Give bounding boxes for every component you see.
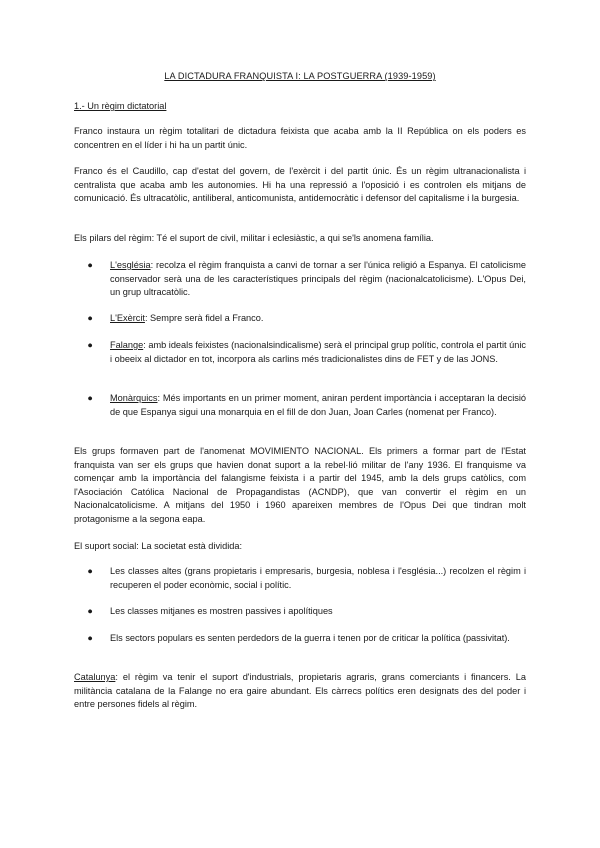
pillar-term: Monàrquics — [110, 393, 158, 403]
bullet-icon: ● — [87, 566, 93, 576]
intro-paragraph: Franco instaura un règim totalitari de dictadura feixista que acaba amb la II República on els poders es concentren en el líder i hi ha un partit únic. — [74, 126, 526, 150]
social-text: Les classes altes (grans propietaris i empresaris, burgesia, noblesa i l'església...) recolzen el règim i recuperen el poder econòmic, social i polític. — [110, 566, 526, 590]
pillar-term: Falange — [110, 340, 144, 350]
social-text: Les classes mitjanes es mostren passives i apolítiques — [110, 606, 333, 616]
pillar-term: L'Exèrcit — [110, 313, 145, 323]
pillar-item-falange — [87, 339, 526, 366]
pillar-item-army — [87, 312, 526, 326]
social-item-middle — [87, 605, 526, 619]
social-intro: El suport social: La societat està dividida: — [74, 541, 243, 551]
section-heading: 1.- Un règim dictatorial — [74, 101, 167, 111]
bullet-icon: ● — [87, 260, 93, 270]
pillar-text: : recolza el règim franquista a canvi de tornar a ser l'única religió a Espanya. El catolicisme conservador serà una de les característiques principals del règim (nacionalcatolicisme). L'Opus Dei, un grup ultracatòlic. — [110, 260, 526, 297]
social-text: Els sectors populars es senten perdedors de la guerra i tenen por de criticar la política (passivitat). — [110, 633, 510, 643]
social-item-popular — [87, 632, 526, 646]
franco-paragraph: Franco és el Caudillo, cap d'estat del govern, de l'exèrcit i del partit únic. És un règim ultranacionalista i centralista que acaba amb les autonomies. Hi ha una repressió a l'oposició i es controlen els mitjans de comunicació. És ultracatòlic, antiliberal, anticomunista, antidemocràtic i defensor del capitalisme i la burgesia. — [74, 166, 526, 203]
pillar-item-monarchists — [87, 392, 526, 419]
bullet-icon: ● — [87, 633, 93, 643]
pillar-term: L'església — [110, 260, 151, 270]
movimiento-paragraph: Els grups formaven part de l'anomenat MOVIMIENTO NACIONAL. Els primers a formar part de l'Estat franquista van ser els grups que havien donat suport a la rebel·lió militar de l'any 1936. El franquisme va començar amb la importància del falangisme feixista i a partir del 1945, amb la dels grups catòlics, com l'Asociación Católica Nacional de Propagandistas (ACNDP), que van convertir el règim en un Nacionalcatolicisme. A mitjans del 1950 i 1960 apareixen membres de l'Opus Dei que tindran molt protagonisme a la segona eapa. — [74, 446, 526, 524]
bullet-icon: ● — [87, 340, 93, 350]
catalunya-paragraph — [74, 671, 526, 712]
bullet-icon: ● — [87, 393, 93, 403]
pillar-text: : amb ideals feixistes (nacionalsindicalisme) serà el principal grup polític, controla el partit únic i obeeix al dictador en tot, incorpora als carlins més tradicionalistes dins de FET y de las JONS. — [110, 340, 526, 364]
catalunya-text: : el règim va tenir el suport d'industrials, propietaris agraris, grans comerciants i financers. La militància catalana de la Falange no era gaire abundant. Els càrrecs polítics eren designats des del poder i entre persones fidels al règim. — [74, 672, 526, 709]
pillars-intro: Els pilars del règim: Té el suport de civil, militar i eclesiàstic, a qui se'ls anomena família. — [74, 233, 434, 243]
bullet-icon: ● — [87, 606, 93, 616]
document-title: LA DICTADURA FRANQUISTA I: LA POSTGUERRA (1939-1959) — [164, 71, 436, 81]
pillar-text: : Més importants en un primer moment, aniran perdent importància i acceptaran la decisió de que Espanya sigui una monarquia en el fill de don Juan, Joan Carles (nomenat per Franco). — [110, 393, 526, 417]
pillar-text: : Sempre serà fidel a Franco. — [144, 313, 264, 323]
catalunya-term: Catalunya — [74, 672, 116, 682]
social-item-upper — [87, 565, 526, 592]
bullet-icon: ● — [87, 313, 93, 323]
pillar-item-church — [87, 259, 526, 300]
